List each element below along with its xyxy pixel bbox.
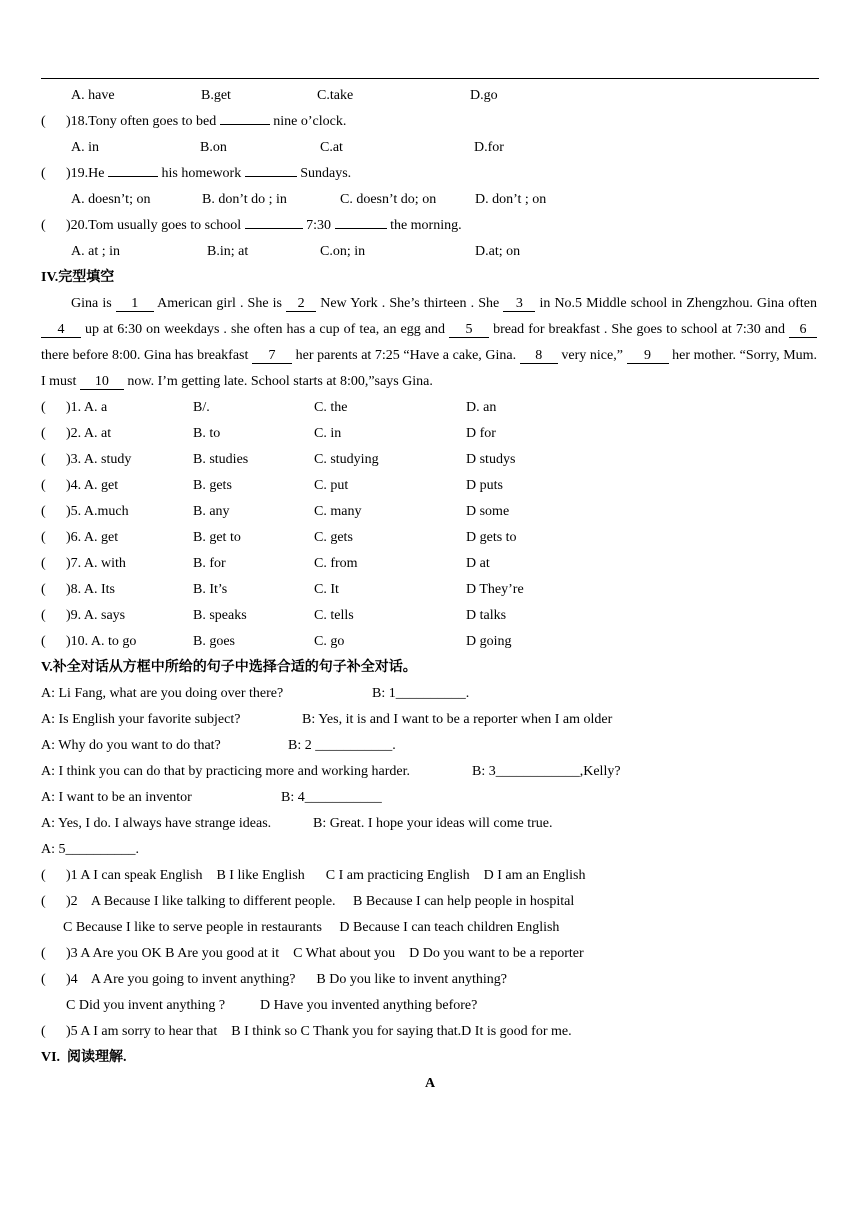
cloze-blank-6[interactable]: 6 [789,322,817,338]
cloze-blank-5[interactable]: 5 [449,322,489,338]
passage-label: A [424,1076,436,1091]
cloze-blank-3[interactable]: 3 [503,296,535,312]
cloze-blank-1[interactable]: 1 [116,296,154,312]
cloze-blank-10[interactable]: 10 [80,374,124,390]
option-c: C.at [320,140,343,155]
option-c: C.take [317,88,354,103]
top-rule [41,78,819,79]
answer-blank[interactable] [245,228,303,229]
option-b: B.on [200,140,227,155]
option-b: B.get [201,88,231,103]
cloze-blank-2[interactable]: 2 [286,296,316,312]
cloze-blank-9[interactable]: 9 [627,348,669,364]
option-d: D.go [470,88,498,103]
option-a: A. have [71,88,115,103]
option-a: A. doesn’t; on [71,192,151,207]
option-d: D.for [474,140,504,155]
question-stem: )20.Tom usually goes to school 7:30 the morning. [66,218,462,233]
answer-blank[interactable] [335,228,387,229]
cloze-blank-7[interactable]: 7 [252,348,292,364]
option-d: D. don’t ; on [475,192,547,207]
option-c: C.on; in [320,244,366,259]
cloze-blank-8[interactable]: 8 [520,348,558,364]
option-a: A. at ; in [71,244,120,259]
answer-blank[interactable] [245,176,297,177]
question-stem: )19.He his homework Sundays. [66,166,352,181]
option-b: B. don’t do ; in [202,192,287,207]
option-d: D.at; on [475,244,521,259]
question-stem: )18.Tony often goes to bed nine o’clock. [66,114,347,129]
option-b: B.in; at [207,244,249,259]
cloze-blank-4[interactable]: 4 [41,322,81,338]
answer-blank[interactable] [220,124,270,125]
option-c: C. doesn’t do; on [340,192,437,207]
cloze-passage: Gina is 1 American girl . She is 2 New York . She’s thirteen . She 3 in No.5 Middle school in Zhengzhou. Gina often 4 up at 6:30 on weekdays . she often has a cup of tea, an egg and 5 bread for breakfast . She goes to school at 7:30 and 6there before 8:00. Gina has breakfast 7 her parents at 7:25 “Have a cake, Gina. 8 very nice,” 9 her mother. “Sorry, Mum. I must 10 now. I’m getting late. School starts at 8:00,”says Gina. [41,296,818,389]
answer-blank[interactable] [108,176,158,177]
option-a: A. in [71,140,99,155]
